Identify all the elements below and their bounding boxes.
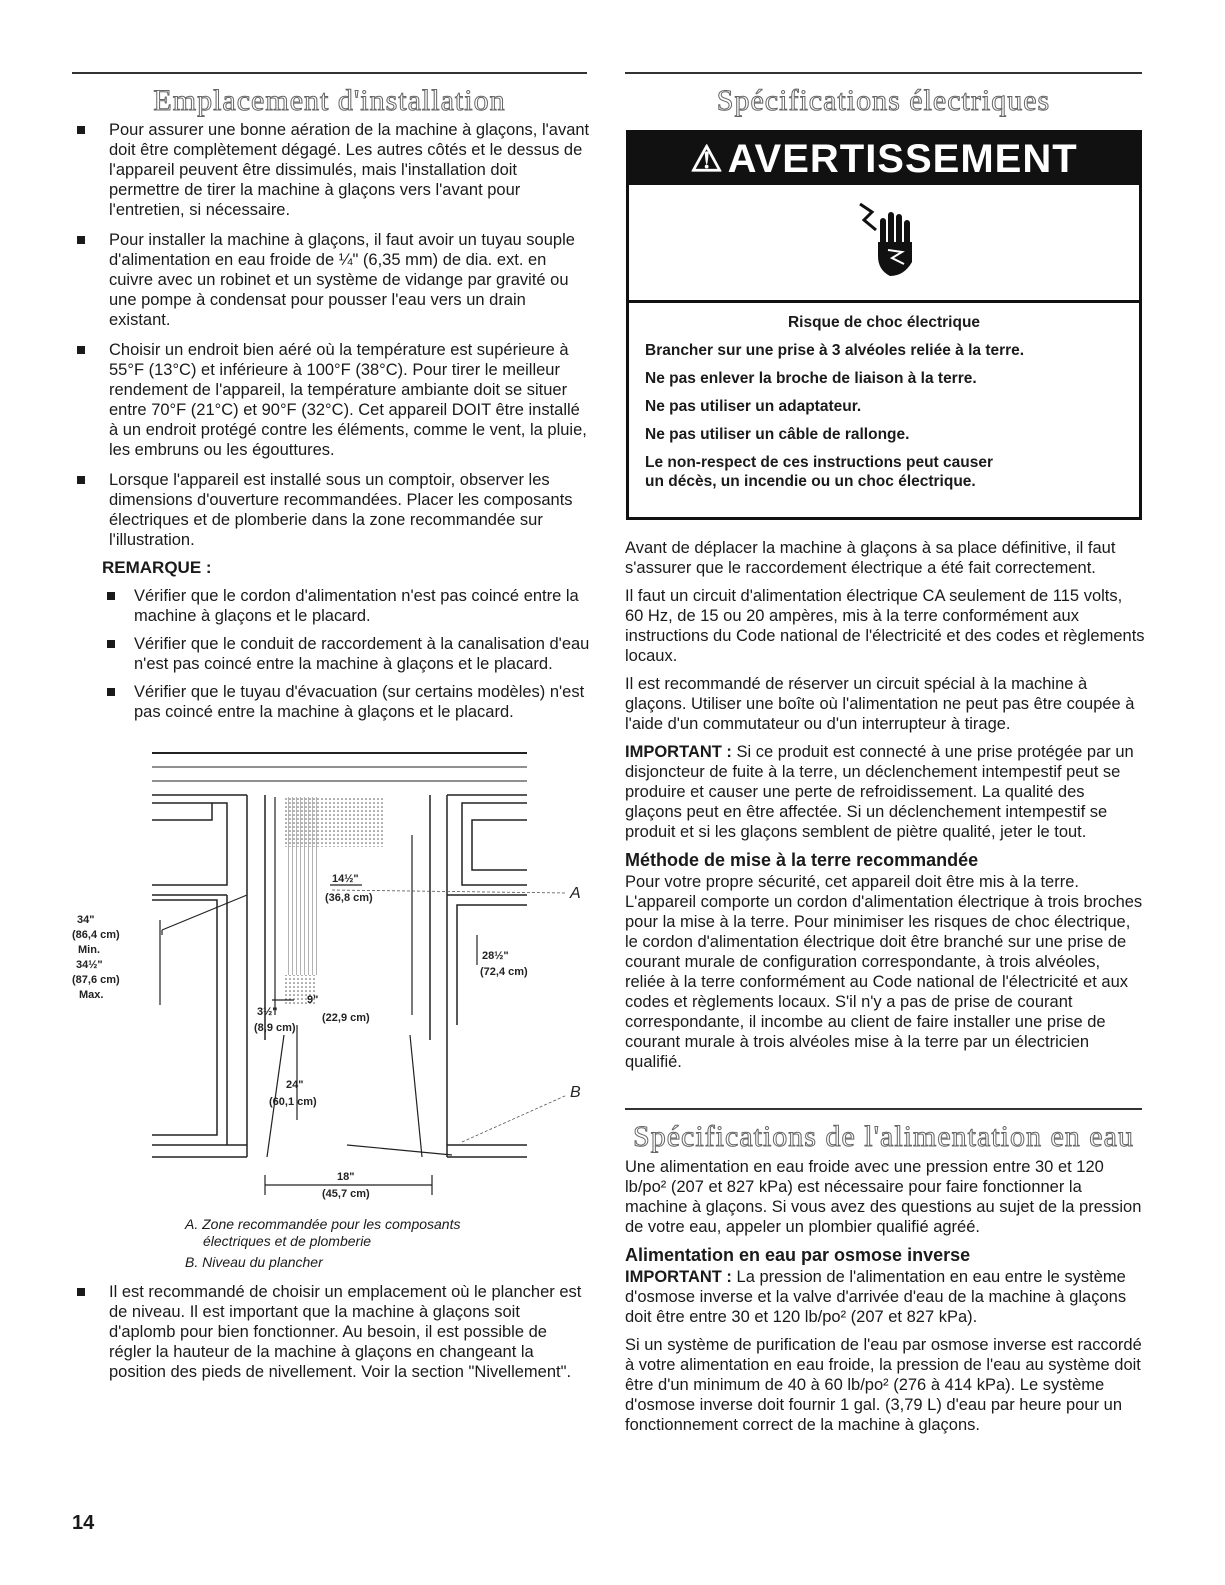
- warning-risk: Risque de choc électrique: [787, 314, 981, 331]
- important-text: Si ce produit est connecté à une prise protégée par un disjoncteur de fuite à la terre, un déclenchement intempestif peut se produire et causer une perte de refroidissement. La qualité des glaçons peut en être affectée. Si un déclenchement intempestif se produit et si les glaçons semblent de piètre qualité, jeter le tout.: [625, 743, 1134, 841]
- left-column-bottom: [72, 1282, 590, 1392]
- dim-right-height-cm: (72,4 cm): [480, 966, 528, 978]
- dim-width: 18": [337, 1171, 355, 1183]
- dim-depth-cm: (60,1 cm): [269, 1096, 317, 1108]
- dim-height-min-cm: (86,4 cm): [72, 929, 120, 941]
- dim-small-b: 9": [307, 994, 319, 1006]
- installation-bullet-list: [72, 120, 590, 550]
- list-item: Vérifier que le cordon d'alimentation n'est pas coincé entre la machine à glaçons et le placard.: [102, 586, 590, 626]
- dim-depth: 24": [286, 1079, 304, 1091]
- osmose-important-text: La pression de l'alimentation en eau entre le système d'osmose inverse et la valve d'arrivée d'eau de la machine à glaçons doit être entre 30 et 120 lb/po² (207 et 827 kPa).: [625, 1268, 1127, 1326]
- list-item: Pour installer la machine à glaçons, il faut avoir un tuyau souple d'alimentation en eau froide de ¼" (6,35 mm) de dia. ext. en cuivre avec un robinet et un système de vidange par gravité ou une pompe à condensat pour pousser l'eau vers un drain existant.: [72, 230, 590, 330]
- warning-triangle-icon: ⚠: [690, 138, 724, 179]
- section-title-installation: Emplacement d'installation: [153, 84, 506, 117]
- dim-right-height: 28½": [482, 950, 509, 962]
- list-item: Choisir un endroit bien aéré où la température est supérieure à 55°F (13°C) et inférieure à 100°F (38°C). Pour tirer le meilleur rendement de l'appareil, la température ambiante doit se situer entre 70°F (21°C) et 90°F (32°C). Cet appareil DOIT être installé à un endroit protégé contre les éléments, comme le vent, la pluie, les embruns ou les égouttures.: [72, 340, 590, 460]
- warning-messages: [629, 303, 1139, 491]
- list-item: Pour assurer une bonne aération de la machine à glaçons, l'avant doit être complètement dégagé. Les autres côtés et le dessus de l'appareil peuvent être dissimulés, mais l'installation doit permettre de tirer la machine à glaçons vers l'avant pour l'entretien, si nécessaire.: [72, 120, 590, 220]
- warning-icon-area: [629, 185, 1139, 303]
- list-item: Vérifier que le tuyau d'évacuation (sur certains modèles) n'est pas coincé entre la machine à glaçons et le placard.: [102, 682, 590, 722]
- section-title-water: Spécifications de l'alimentation en eau: [633, 1120, 1134, 1153]
- warning-consequence-line1: Le non-respect de ces instructions peut causer: [645, 454, 993, 471]
- dim-small-a-cm: (8,9 cm): [254, 1022, 296, 1034]
- para-before-moving: Avant de déplacer la machine à glaçons à sa place définitive, il faut s'assurer que le raccordement électrique a été fait correctement.: [625, 539, 1116, 577]
- remarque-heading: REMARQUE :: [102, 558, 212, 577]
- warning-title: AVERTISSEMENT: [727, 136, 1078, 181]
- important-label-2: IMPORTANT :: [625, 1268, 732, 1286]
- section-title-electrical: Spécifications électriques: [716, 84, 1051, 117]
- important-label: IMPORTANT :: [625, 743, 732, 761]
- top-rule-left: [72, 72, 587, 74]
- warning-consequence: [645, 453, 1123, 491]
- figure-caption: [185, 1216, 585, 1271]
- warning-box: [626, 130, 1142, 520]
- dim-small-b-cm: (22,9 cm): [322, 1012, 370, 1024]
- osmose-heading: Alimentation en eau par osmose inverse: [625, 1245, 971, 1265]
- right-column-water: [625, 1157, 1145, 1443]
- remarque-list: [102, 586, 590, 722]
- dim-width-zone: 14½": [332, 873, 359, 885]
- warning-consequence-line2: un décès, un incendie ou un choc électrique.: [645, 473, 976, 490]
- warning-header: [629, 133, 1139, 185]
- dim-width-cm: (45,7 cm): [322, 1188, 370, 1200]
- dim-height-max-cm: (87,6 cm): [72, 974, 120, 986]
- para-osmose-system: Si un système de purification de l'eau par osmose inverse est raccordé à votre alimentation en eau froide, la pression de l'eau au système doit être d'un minimum de 40 à 60 lb/po² (276 à 414 kPa). Le système d'osmose inverse doit fournir 1 gal. (3,79 L) d'eau par heure pour un fonctionnement correct de la machine à glaçons.: [625, 1336, 1142, 1434]
- ground-heading: Méthode de mise à la terre recommandée: [625, 850, 979, 870]
- warning-line: Ne pas enlever la broche de liaison à la terre.: [645, 370, 977, 387]
- list-item: Vérifier que le conduit de raccordement à la canalisation d'eau n'est pas coincé entre la machine à glaçons et le placard.: [102, 634, 590, 674]
- dim-max-label: Max.: [79, 989, 104, 1001]
- level-bullet-list: [72, 1282, 590, 1382]
- installation-diagram: [72, 745, 592, 1215]
- caption-a-line2: électriques et de plomberie: [203, 1233, 372, 1249]
- dim-min-label: Min.: [78, 944, 100, 956]
- para-circuit: Il faut un circuit d'alimentation électrique CA seulement de 115 volts, 60 Hz, de 15 ou 20 ampères, mis à la terre conformément aux instructions du Code national de l'électricité et des codes et règlements locaux.: [625, 587, 1145, 665]
- mid-rule-right: [625, 1108, 1142, 1110]
- list-item: Lorsque l'appareil est installé sous un comptoir, observer les dimensions d'ouverture recommandées. Placer les composants électriques et de plomberie dans la zone recommandée sur l'illustration.: [72, 470, 590, 550]
- caption-a-line1: A. Zone recommandée pour les composants: [185, 1216, 461, 1232]
- para-important-gfci: [625, 742, 1145, 842]
- page-number: 14: [72, 1512, 95, 1534]
- caption-b: B. Niveau du plancher: [185, 1254, 323, 1270]
- warning-line: Ne pas utiliser un adaptateur.: [645, 398, 862, 415]
- label-b: B: [570, 1084, 581, 1101]
- top-rule-right: [625, 72, 1142, 74]
- warning-line: Brancher sur une prise à 3 alvéoles reliée à la terre.: [645, 342, 1025, 359]
- para-grounding: Pour votre propre sécurité, cet appareil doit être mis à la terre. L'appareil comporte un cordon d'alimentation électrique à trois broches pour la mise à la terre. Pour minimiser les risques de choc électrique, le cordon d'alimentation électrique doit être branché sur une prise de courant murale de configuration correspondante, à trois alvéoles, reliée à la terre conformément au Code national de l'électricité et aux codes et règlements locaux. S'il n'y a pas de prise de courant correspondante, il incombe au client de faire installer une prise de courant murale à trois alvéoles mise à la terre par un électricien qualifié.: [625, 873, 1143, 1071]
- dim-height-min: 34": [77, 914, 95, 926]
- dim-height-max: 34½": [76, 959, 103, 971]
- para-water-pressure: Une alimentation en eau froide avec une pression entre 30 et 120 lb/po² (207 et 827 kPa) est nécessaire pour faire fonctionner la machine à glaçons. Si vous avez des questions au sujet de la pression de votre eau, appeler un plombier qualifié agréé.: [625, 1158, 1142, 1236]
- warning-line: Ne pas utiliser un câble de rallonge.: [645, 426, 910, 443]
- left-cabinet: [152, 795, 247, 1157]
- right-column-text: [625, 538, 1145, 1080]
- label-a: A: [570, 885, 581, 902]
- para-dedicated-circuit: Il est recommandé de réserver un circuit spécial à la machine à glaçons. Utiliser une boîte où l'alimentation ne peut pas être coupée à l'aide d'un commutateur ou d'un interrupteur à tirage.: [625, 675, 1135, 733]
- list-item: Il est recommandé de choisir un emplacement où le plancher est de niveau. Il est important que la machine à glaçons soit d'aplomb pour bien fonctionner. Au besoin, il est possible de régler la hauteur de la machine à glaçons en changeant la position des pieds de nivellement. Voir la section "Nivellement".: [72, 1282, 590, 1382]
- para-osmose-important: [625, 1267, 1145, 1327]
- dim-small-a: 3½": [257, 1006, 278, 1018]
- left-column-top: [72, 120, 590, 732]
- electric-shock-hand-icon: [858, 200, 920, 280]
- dim-width-zone-cm: (36,8 cm): [325, 892, 373, 904]
